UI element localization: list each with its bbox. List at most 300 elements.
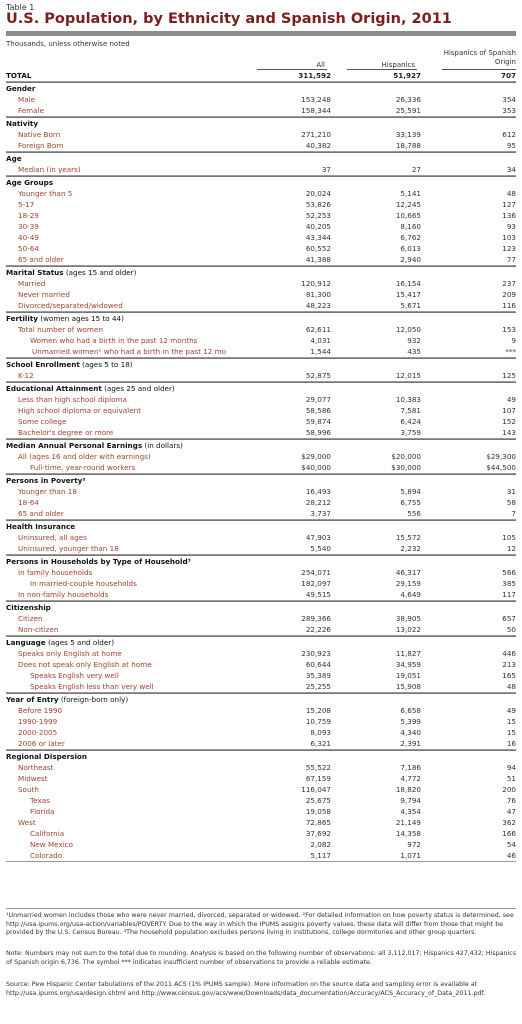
value-spanish-origin: 93: [506, 222, 516, 231]
row-label: 2006 or later: [18, 739, 65, 748]
value-all: 271,210: [301, 130, 331, 139]
row-label: New Mexico: [30, 840, 74, 849]
value-all: 25,675: [305, 796, 331, 805]
value-all: 16,493: [305, 487, 331, 496]
value-all: 254,071: [301, 568, 331, 577]
value-spanish-origin: 47: [506, 807, 516, 816]
value-spanish-origin: $29,300: [486, 452, 516, 461]
table-row: [6, 289, 516, 300]
value-spanish-origin: 353: [502, 106, 516, 115]
value-spanish-origin: 94: [506, 763, 516, 772]
value-all: 158,344: [301, 106, 331, 115]
value-hispanics: 4,772: [400, 774, 421, 783]
value-spanish-origin: ***: [505, 347, 516, 356]
value-hispanics: 4,354: [400, 807, 421, 816]
value-spanish-origin: 34: [506, 165, 516, 174]
row-label: Female: [18, 106, 44, 115]
value-all: 25,255: [305, 682, 331, 691]
value-all: 62,611: [305, 325, 331, 334]
table-row: [6, 94, 516, 105]
value-hispanics: 10,383: [395, 395, 421, 404]
value-spanish-origin: 77: [506, 255, 516, 264]
table-row: [6, 681, 516, 693]
table-row: [6, 795, 516, 806]
row-label: 50-64: [18, 244, 39, 253]
table-row: [6, 508, 516, 520]
column-header-all: All: [316, 61, 325, 69]
row-label: Citizen: [18, 614, 43, 623]
value-spanish-origin: 49: [506, 395, 516, 404]
row-label: In family households: [18, 568, 93, 577]
page-title: U.S. Population, by Ethnicity and Spanish Origin, 2011: [6, 11, 452, 27]
row-label: Less than high school diploma: [18, 395, 127, 404]
value-hispanics: 13,022: [395, 625, 421, 634]
row-label: Median (in years): [18, 165, 81, 174]
row-label: Persons in Households by Type of Household³: [6, 557, 191, 566]
table-row: [6, 784, 516, 795]
value-all: 59,874: [305, 417, 331, 426]
value-hispanics: 15,572: [395, 533, 421, 542]
value-spanish-origin: 153: [502, 325, 516, 334]
section-header: [6, 382, 516, 394]
value-all: 48,223: [305, 301, 331, 310]
value-spanish-origin: 49: [506, 706, 516, 715]
data-table: [6, 70, 516, 862]
table-row: [6, 221, 516, 232]
value-hispanics: 25,591: [395, 106, 421, 115]
section-qualifier: (ages 25 and older): [101, 384, 175, 393]
value-hispanics: 1,071: [400, 851, 421, 860]
value-spanish-origin: 46: [506, 851, 516, 860]
row-label: In married-couple households: [30, 579, 137, 588]
row-label: Health Insurance: [6, 522, 76, 531]
row-label: Foreign Born: [18, 141, 64, 150]
value-hispanics: 435: [407, 347, 421, 356]
row-label: Women who had a birth in the past 12 months: [30, 336, 198, 345]
table-row: [6, 497, 516, 508]
table-row: [6, 613, 516, 624]
row-label: Before 1990: [18, 706, 63, 715]
value-spanish-origin: 107: [502, 406, 516, 415]
value-all: 60,552: [305, 244, 331, 253]
value-hispanics: 6,424: [400, 417, 421, 426]
section-qualifier: (ages 5 and older): [45, 638, 114, 647]
value-spanish-origin: 143: [502, 428, 516, 437]
row-label: Male: [18, 95, 36, 104]
value-hispanics: 33,139: [395, 130, 421, 139]
value-spanish-origin: 54: [506, 840, 516, 849]
total-row: [6, 70, 516, 82]
value-hispanics: 12,245: [395, 200, 421, 209]
row-label: Uninsured, all ages: [18, 533, 87, 542]
section-header: [6, 82, 516, 94]
value-all: 6,321: [310, 739, 331, 748]
footnotes: ¹Unmarried women includes those who were never married, divorced, separated or widowed. ²For detailed information on how poverty status is determined, see http://usa.ipums.org/usa-action/variables/POVERTY. Due to the way in which the IPUMS assigns poverty values, these data will differ from those that might be provided by the U.S. Census Bureau. ³The household population excludes persons living in institutions, college dormitories and other group quarters.: [6, 912, 514, 937]
row-label: Total number of women: [18, 325, 103, 334]
section-header: [6, 693, 516, 705]
value-all: 49,515: [305, 590, 331, 599]
row-label: Does not speak only English at home: [18, 660, 152, 669]
value-hispanics: 2,940: [400, 255, 421, 264]
value-all: 55,522: [305, 763, 331, 772]
units-note: Thousands, unless otherwise noted: [6, 40, 130, 48]
value-all: 28,212: [305, 498, 331, 507]
value-all: 15,208: [305, 706, 331, 715]
table-row: [6, 335, 516, 346]
title-bar-divider: [6, 31, 516, 36]
row-label: 18-64: [18, 498, 39, 507]
row-label: High school diploma or equivalent: [18, 406, 141, 415]
value-hispanics: 27: [411, 165, 421, 174]
value-all: 8,093: [310, 728, 331, 737]
value-all: 311,592: [298, 71, 331, 80]
table-row: [6, 716, 516, 727]
row-label: California: [30, 829, 65, 838]
value-all: 10,759: [305, 717, 331, 726]
table-row: [6, 164, 516, 176]
table-row: [6, 451, 516, 462]
row-label: Non-citizen: [18, 625, 59, 634]
value-spanish-origin: 362: [502, 818, 516, 827]
table-row: [6, 648, 516, 659]
section-header: [6, 474, 516, 486]
value-spanish-origin: 209: [502, 290, 516, 299]
value-spanish-origin: 51: [506, 774, 516, 783]
row-label: South: [18, 785, 39, 794]
value-all: 120,912: [301, 279, 331, 288]
value-spanish-origin: 152: [502, 417, 516, 426]
value-all: 230,923: [301, 649, 331, 658]
table-row: [6, 210, 516, 221]
table-row: [6, 532, 516, 543]
table-row: [6, 416, 516, 427]
value-hispanics: 21,149: [395, 818, 421, 827]
row-label: Full-time, year-round workers: [30, 463, 136, 472]
section-header: [6, 555, 516, 567]
row-label: Unmarried women¹ who had a birth in the past 12 mo: [32, 347, 227, 356]
value-hispanics: 15,417: [395, 290, 421, 299]
value-hispanics: 556: [407, 509, 421, 518]
section-header: [6, 636, 516, 648]
value-all: 53,826: [305, 200, 331, 209]
value-hispanics: 11,827: [395, 649, 421, 658]
table-row: [6, 427, 516, 439]
section-qualifier: (ages 5 to 18): [79, 360, 133, 369]
value-hispanics: 6,013: [400, 244, 421, 253]
row-label: 65 and older: [18, 509, 64, 518]
value-spanish-origin: 7: [511, 509, 516, 518]
table-row: [6, 806, 516, 817]
table-row: [6, 278, 516, 289]
value-all: 41,388: [305, 255, 331, 264]
row-label: Persons in Poverty²: [6, 476, 86, 485]
row-label: 30-39: [18, 222, 39, 231]
value-spanish-origin: 105: [502, 533, 516, 542]
table-row: [6, 199, 516, 210]
section-header: [6, 152, 516, 164]
row-label: Divorced/separated/widowed: [18, 301, 123, 310]
value-spanish-origin: 103: [502, 233, 516, 242]
table-row: [6, 839, 516, 850]
table-row: [6, 188, 516, 199]
row-label: Never married: [18, 290, 70, 299]
row-label: Some college: [18, 417, 67, 426]
table-row: [6, 243, 516, 254]
value-hispanics: 4,340: [400, 728, 421, 737]
value-all: 43,344: [305, 233, 331, 242]
value-spanish-origin: 166: [502, 829, 516, 838]
table-row: [6, 589, 516, 601]
value-all: 37,692: [305, 829, 331, 838]
value-hispanics: 932: [407, 336, 421, 345]
row-label: Younger than 18: [18, 487, 77, 496]
row-label: Gender: [6, 84, 36, 93]
value-all: 19,058: [305, 807, 331, 816]
row-label: Colorado: [30, 851, 63, 860]
value-hispanics: 8,160: [400, 222, 421, 231]
value-spanish-origin: 12: [506, 544, 516, 553]
value-hispanics: 2,232: [400, 544, 421, 553]
value-all: 5,117: [310, 851, 331, 860]
row-label: Fertility (women ages 15 to 44): [6, 314, 124, 323]
value-spanish-origin: $44,500: [486, 463, 516, 472]
table-row: [6, 850, 516, 862]
row-label: 40-49: [18, 233, 39, 242]
row-label: Speaks English less than very well: [30, 682, 154, 691]
value-hispanics: 19,051: [395, 671, 421, 680]
row-label: Nativity: [6, 119, 39, 128]
value-all: 67,159: [305, 774, 331, 783]
value-spanish-origin: 50: [506, 625, 516, 634]
table-row: [6, 254, 516, 266]
value-hispanics: 14,358: [395, 829, 421, 838]
value-hispanics: $20,000: [391, 452, 421, 461]
table-row: [6, 232, 516, 243]
row-label: Median Annual Personal Earnings (in dollars): [6, 441, 183, 450]
value-spanish-origin: 136: [502, 211, 516, 220]
value-all: 52,253: [305, 211, 331, 220]
row-label: Citizenship: [6, 603, 51, 612]
value-hispanics: 5,671: [400, 301, 421, 310]
value-all: 40,382: [305, 141, 331, 150]
section-header: [6, 750, 516, 762]
value-spanish-origin: 125: [502, 371, 516, 380]
table-row: [6, 727, 516, 738]
table-row: [6, 762, 516, 773]
section-qualifier: (in dollars): [142, 441, 183, 450]
value-spanish-origin: 48: [506, 189, 516, 198]
value-all: 116,047: [301, 785, 331, 794]
row-label: Texas: [30, 796, 50, 805]
value-hispanics: 3,759: [400, 428, 421, 437]
row-label: Native Born: [18, 130, 61, 139]
value-spanish-origin: 117: [502, 590, 516, 599]
table-row: [6, 394, 516, 405]
table-row: [6, 486, 516, 497]
value-all: $29,000: [301, 452, 331, 461]
value-spanish-origin: 76: [506, 796, 516, 805]
value-all: 81,300: [305, 290, 331, 299]
row-label: Married: [18, 279, 46, 288]
value-spanish-origin: 58: [506, 498, 516, 507]
value-hispanics: 51,927: [393, 71, 421, 80]
row-label: Speaks only English at home: [18, 649, 122, 658]
value-spanish-origin: 657: [502, 614, 516, 623]
value-all: 40,205: [305, 222, 331, 231]
table-row: [6, 324, 516, 335]
value-all: 35,389: [305, 671, 331, 680]
row-label: Midwest: [18, 774, 48, 783]
value-hispanics: 5,894: [400, 487, 421, 496]
value-all: 72,865: [305, 818, 331, 827]
section-header: [6, 520, 516, 532]
row-label: K-12: [18, 371, 34, 380]
value-all: 4,031: [310, 336, 331, 345]
value-hispanics: 29,159: [395, 579, 421, 588]
section-qualifier: (foreign-born only): [58, 695, 129, 704]
value-hispanics: $30,000: [391, 463, 421, 472]
table-row: [6, 140, 516, 152]
table-row: [6, 828, 516, 839]
value-all: 2,082: [310, 840, 331, 849]
table-label: Table 1: [6, 3, 35, 12]
value-spanish-origin: 237: [502, 279, 516, 288]
row-label: All (ages 16 and older with earnings): [18, 452, 151, 461]
row-label: 1990-1999: [18, 717, 58, 726]
value-spanish-origin: 95: [506, 141, 516, 150]
row-label: 18-29: [18, 211, 39, 220]
value-spanish-origin: 123: [502, 244, 516, 253]
value-hispanics: 6,755: [400, 498, 421, 507]
column-header-spanish-origin: Hispanics of Spanish Origin: [443, 49, 516, 66]
value-spanish-origin: 213: [502, 660, 516, 669]
value-hispanics: 2,391: [400, 739, 421, 748]
value-all: 289,366: [301, 614, 331, 623]
table-row: [6, 659, 516, 670]
value-spanish-origin: 446: [502, 649, 516, 658]
row-label: Uninsured, younger than 18: [18, 544, 119, 553]
column-header-hispanics: Hispanics: [381, 61, 415, 69]
value-hispanics: 972: [407, 840, 421, 849]
row-label: Younger than 5: [18, 189, 73, 198]
value-all: 5,540: [310, 544, 331, 553]
table-row: [6, 624, 516, 636]
row-label: Year of Entry (foreign-born only): [6, 695, 129, 704]
row-label: TOTAL: [6, 71, 32, 80]
value-all: 58,996: [305, 428, 331, 437]
value-hispanics: 46,317: [395, 568, 421, 577]
section-header: [6, 312, 516, 324]
value-spanish-origin: 15: [506, 728, 516, 737]
value-hispanics: 6,762: [400, 233, 421, 242]
row-label: 65 and older: [18, 255, 64, 264]
value-spanish-origin: 15: [506, 717, 516, 726]
value-spanish-origin: 385: [502, 579, 516, 588]
value-spanish-origin: 31: [506, 487, 516, 496]
value-hispanics: 9,794: [400, 796, 421, 805]
table-row: [6, 567, 516, 578]
row-label: In non-family households: [18, 590, 109, 599]
value-hispanics: 12,050: [395, 325, 421, 334]
value-spanish-origin: 612: [502, 130, 516, 139]
section-header: [6, 266, 516, 278]
table-row: [6, 105, 516, 117]
row-label: Age: [6, 154, 22, 163]
table-row: [6, 817, 516, 828]
table-row: [6, 738, 516, 750]
section-qualifier: (women ages 15 to 44): [38, 314, 124, 323]
table-bottom-rule: [6, 908, 516, 909]
row-label: Language (ages 5 and older): [6, 638, 114, 647]
row-label: Bachelor's degree or more: [18, 428, 114, 437]
section-header: [6, 358, 516, 370]
value-all: 20,024: [305, 189, 331, 198]
source-text: Source: Pew Hispanic Center tabulations of the 2011 ACS (1% IPUMS sample). More information on the source data and sampling error is available at http://usa.ipums.org/usa/design.shtml and http://www.census.gov/acs/www/Downloads/data_documentation/Accuracy/ACS_Accuracy_of_Data_2011.pdf.: [6, 981, 486, 997]
value-hispanics: 16,154: [395, 279, 421, 288]
note-text: Note: Numbers may not sum to the total due to rounding. Analysis is based on the following number of observations: all 3,112,017; Hispanics 427,432; Hispanics of Spanish origin 6,736. The symbol *** indicates insufficient number of observations to provide a reliable estimate.: [6, 950, 516, 966]
value-hispanics: 5,399: [400, 717, 421, 726]
section-header: [6, 176, 516, 188]
table-row: [6, 346, 516, 358]
value-hispanics: 38,905: [395, 614, 421, 623]
value-spanish-origin: 48: [506, 682, 516, 691]
table-row: [6, 705, 516, 716]
value-hispanics: 26,336: [395, 95, 421, 104]
value-hispanics: 7,581: [400, 406, 421, 415]
value-spanish-origin: 9: [511, 336, 516, 345]
row-label: Marital Status (ages 15 and older): [6, 268, 137, 277]
value-all: 22,226: [305, 625, 331, 634]
value-hispanics: 12,015: [395, 371, 421, 380]
value-spanish-origin: 200: [502, 785, 516, 794]
value-all: 58,586: [305, 406, 331, 415]
row-label: School Enrollment (ages 5 to 18): [6, 360, 133, 369]
value-spanish-origin: 354: [502, 95, 516, 104]
row-label: West: [18, 818, 36, 827]
row-label: Regional Dispersion: [6, 752, 87, 761]
value-spanish-origin: 116: [502, 301, 516, 310]
value-hispanics: 4,649: [400, 590, 421, 599]
value-hispanics: 7,186: [400, 763, 421, 772]
value-all: 182,097: [301, 579, 331, 588]
section-qualifier: (ages 15 and older): [63, 268, 137, 277]
value-spanish-origin: 165: [502, 671, 516, 680]
value-all: 52,875: [305, 371, 331, 380]
row-label: Speaks English very well: [30, 671, 119, 680]
value-hispanics: 6,658: [400, 706, 421, 715]
value-all: 1,544: [310, 347, 331, 356]
row-label: Educational Attainment (ages 25 and older): [6, 384, 175, 393]
value-spanish-origin: 127: [502, 200, 516, 209]
row-label: 2000-2005: [18, 728, 58, 737]
row-label: Northeast: [18, 763, 54, 772]
value-hispanics: 15,908: [395, 682, 421, 691]
value-hispanics: 18,788: [395, 141, 421, 150]
section-header: [6, 117, 516, 129]
value-spanish-origin: 566: [502, 568, 516, 577]
value-hispanics: 34,959: [395, 660, 421, 669]
value-all: 3,737: [310, 509, 331, 518]
table-row: [6, 670, 516, 681]
table-row: [6, 578, 516, 589]
value-hispanics: 10,665: [395, 211, 421, 220]
table-row: [6, 370, 516, 382]
table-row: [6, 129, 516, 140]
value-all: $40,000: [301, 463, 331, 472]
value-spanish-origin: 16: [506, 739, 516, 748]
table-row: [6, 300, 516, 312]
row-label: Age Groups: [6, 178, 54, 187]
